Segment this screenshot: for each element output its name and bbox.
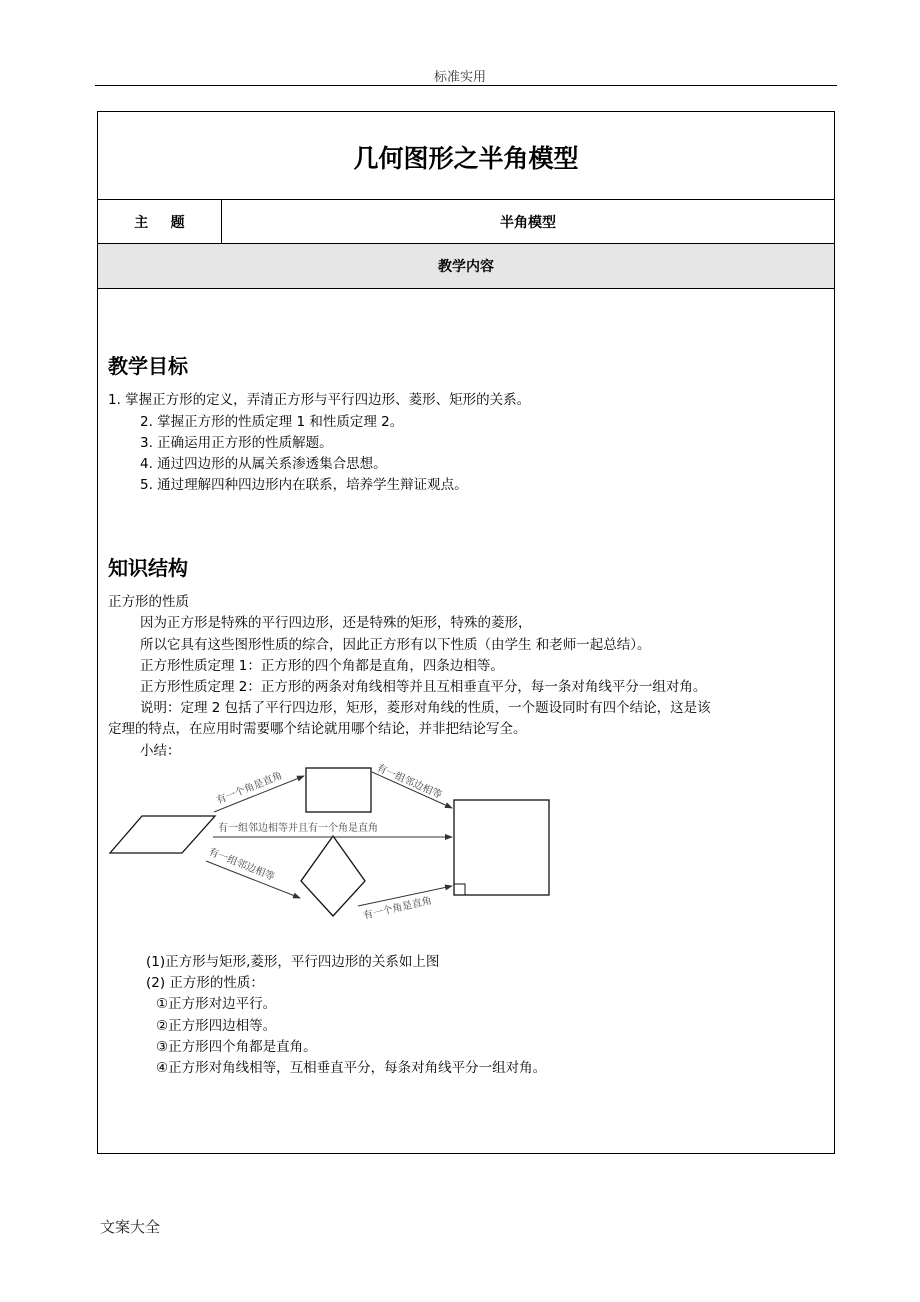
rhombus-shape: [301, 836, 365, 916]
theorem-2: 正方形性质定理 2：正方形的两条对角线相等并且互相垂直平分，每一条对角线平分一组对角。: [140, 679, 707, 695]
goal-item-1: 1. 掌握正方形的定义，弄清正方形与平行四边形、菱形、矩形的关系。: [108, 392, 531, 408]
right-angle-mark: [454, 884, 465, 895]
quadrilateral-relation-diagram: [108, 758, 558, 933]
property-item-2: ②正方形四边相等。: [156, 1018, 277, 1034]
title-row: [98, 112, 834, 200]
label-right-angle-bottom: 有一个角是直角: [362, 895, 433, 922]
lesson-title: 几何图形之半角模型: [353, 144, 579, 173]
note-line-1: 说明：定理 2 包括了平行四边形，矩形，菱形对角线的性质，一个题设同时有四个结论，这是该: [140, 700, 711, 716]
goal-item-5: 5. 通过理解四种四边形内在联系，培养学生辩证观点。: [140, 477, 468, 493]
label-adjacent-equal-top: 有一组邻边相等: [374, 762, 444, 802]
summary-label: 小结：: [140, 743, 181, 759]
label-both-conditions: 有一组邻边相等并且有一个角是直角: [218, 823, 378, 834]
page-header: 标准实用: [433, 70, 486, 85]
label-right-angle-top: 有一个角是直角: [215, 770, 285, 807]
topic-value: 半角模型: [500, 214, 556, 231]
goal-item-4: 4. 通过四边形的从属关系渗透集合思想。: [140, 456, 387, 472]
topic-row: [98, 200, 834, 244]
goals-heading: 教学目标: [108, 354, 188, 378]
square-shape: [454, 800, 549, 895]
structure-para-2: 所以它具有这些图形性质的综合，因此正方形有以下性质（由学生 和老师一起总结）。: [140, 637, 651, 653]
property-item-4: ④正方形对角线相等，互相垂直平分，每条对角线平分一组对角。: [156, 1060, 547, 1076]
relation-note: (1)正方形与矩形,菱形，平行四边形的关系如上图: [146, 954, 440, 970]
label-adjacent-equal-bottom: 有一组邻边相等: [206, 846, 276, 884]
goal-item-2: 2. 掌握正方形的性质定理 1 和性质定理 2。: [140, 414, 404, 430]
property-item-3: ③正方形四个角都是直角。: [156, 1039, 317, 1055]
goal-item-3: 3. 正确运用正方形的性质解题。: [140, 435, 333, 451]
structure-heading: 知识结构: [108, 556, 188, 580]
structure-para-1: 因为正方形是特殊的平行四边形，还是特殊的矩形，特殊的菱形，: [140, 615, 532, 631]
topic-label: 主题: [98, 200, 222, 243]
theorem-1: 正方形性质定理 1：正方形的四个角都是直角，四条边相等。: [140, 658, 504, 674]
rectangle-shape: [306, 768, 371, 812]
property-item-1: ①正方形对边平行。: [156, 996, 277, 1012]
header-rule: [95, 85, 837, 86]
content-header: 教学内容: [98, 244, 834, 289]
page-footer: 文案大全: [100, 1218, 161, 1236]
lesson-table: [97, 111, 835, 1154]
properties-heading: (2) 正方形的性质：: [146, 975, 264, 991]
parallelogram-shape: [110, 816, 215, 853]
note-line-2: 定理的特点，在应用时需要哪个结论就用哪个结论，并非把结论写全。: [108, 721, 527, 737]
structure-subheading: 正方形的性质: [108, 594, 189, 610]
